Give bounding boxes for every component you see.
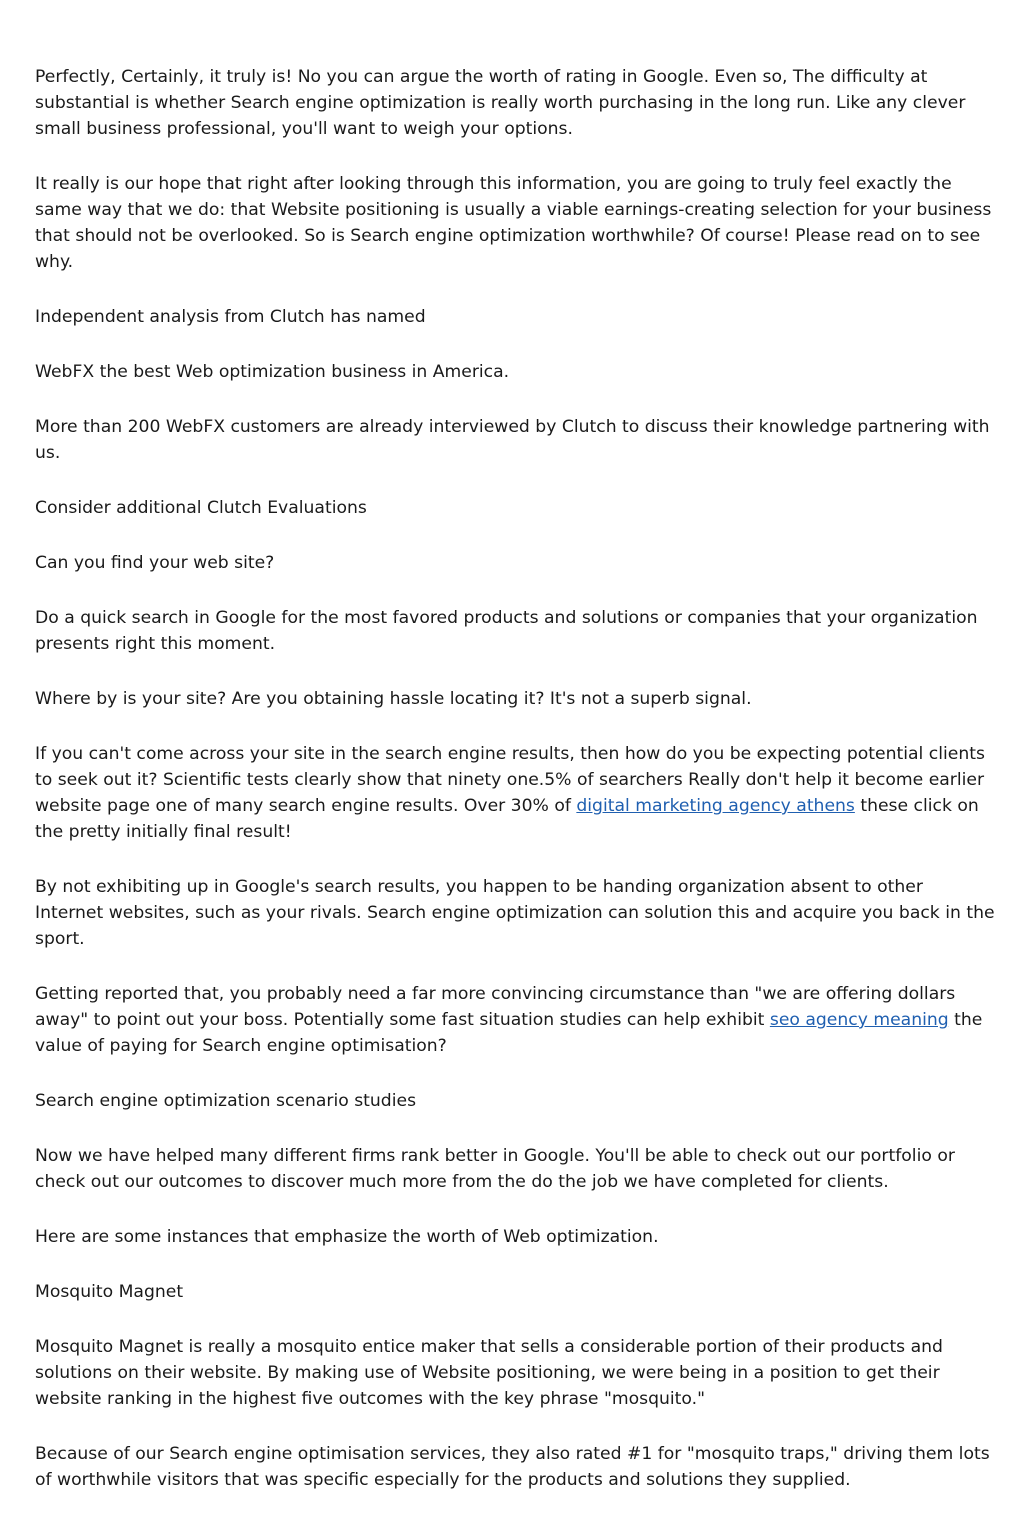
- paragraph-text: Getting reported that, you probably need a far more convincing circumstance than "we are offering dollars away" to point out your boss. Potentially some fast situation studies can help exhibit: [35, 984, 956, 1030]
- paragraph: Search engine optimization scenario studies: [35, 1091, 417, 1111]
- paragraph: Mosquito Magnet: [35, 1282, 184, 1302]
- paragraph: Independent analysis from Clutch has named: [35, 307, 426, 327]
- paragraph: Here are some instances that emphasize the worth of Web optimization.: [35, 1227, 659, 1247]
- paragraph: Consider additional Clutch Evaluations: [35, 498, 367, 518]
- paragraph: Perfectly, Certainly, it truly is! No you can argue the worth of rating in Google. Even so, The difficulty at substantial is whether Search engine optimization is really worth purchasing in the long run. Like any clever small business professional, you'll want to weigh your options.: [35, 67, 966, 139]
- seo-agency-meaning-link[interactable]: seo agency meaning: [769, 1010, 949, 1030]
- paragraph-text: If you can't come across your site in the search engine results, then how do you be expecting potential clients to seek out it? Scientific tests clearly show that ninety one.5% of searchers Really don't help it become earlier website page one of many search engine results. Over 30% of: [35, 744, 985, 816]
- paragraph-text: these click on the pretty initially final result!: [35, 796, 979, 842]
- paragraph-text: the value of paying for Search engine optimisation?: [35, 1010, 983, 1056]
- paragraph: By not exhibiting up in Google's search results, you happen to be handing organization absent to other Internet websites, such as your rivals. Search engine optimization can solution this and acquire you back in the sport.: [35, 877, 995, 949]
- paragraph: Mosquito Magnet is really a mosquito entice maker that sells a considerable portion of their products and solutions on their website. By making use of Website positioning, we were being in a position to get their website ranking in the highest five outcomes with the key phrase "mosquito.": [35, 1337, 943, 1409]
- paragraph: More than 200 WebFX customers are already interviewed by Clutch to discuss their knowledge partnering with us.: [35, 417, 990, 463]
- paragraph: It really is our hope that right after looking through this information, you are going to truly feel exactly the same way that we do: that Website positioning is usually a viable earnings-creating selection for your business that should not be overlooked. So is Search engine optimization worthwhile? Of course! Please read on to see why.: [35, 174, 992, 272]
- paragraph: Can you find your web site?: [35, 553, 275, 573]
- paragraph: Because of our Search engine optimisation services, they also rated #1 for "mosquito traps," driving them lots of worthwhile visitors that was specific especially for the products and solutions they supplied.: [35, 1444, 990, 1490]
- paragraph: Where by is your site? Are you obtaining hassle locating it? It's not a superb signal.: [35, 689, 752, 709]
- paragraph: Now we have helped many different firms rank better in Google. You'll be able to check out our portfolio or check out our outcomes to discover much more from the do the job we have completed for clients.: [35, 1146, 955, 1192]
- paragraph: WebFX the best Web optimization business in America.: [35, 362, 510, 382]
- digital-marketing-agency-link[interactable]: digital marketing agency athens: [576, 796, 855, 816]
- paragraph: Do a quick search in Google for the most favored products and solutions or companies that your organization presents right this moment.: [35, 608, 978, 654]
- document-body: [35, 64, 995, 1522]
- paragraph-with-link: [35, 981, 995, 1059]
- paragraph-with-link: [35, 741, 995, 845]
